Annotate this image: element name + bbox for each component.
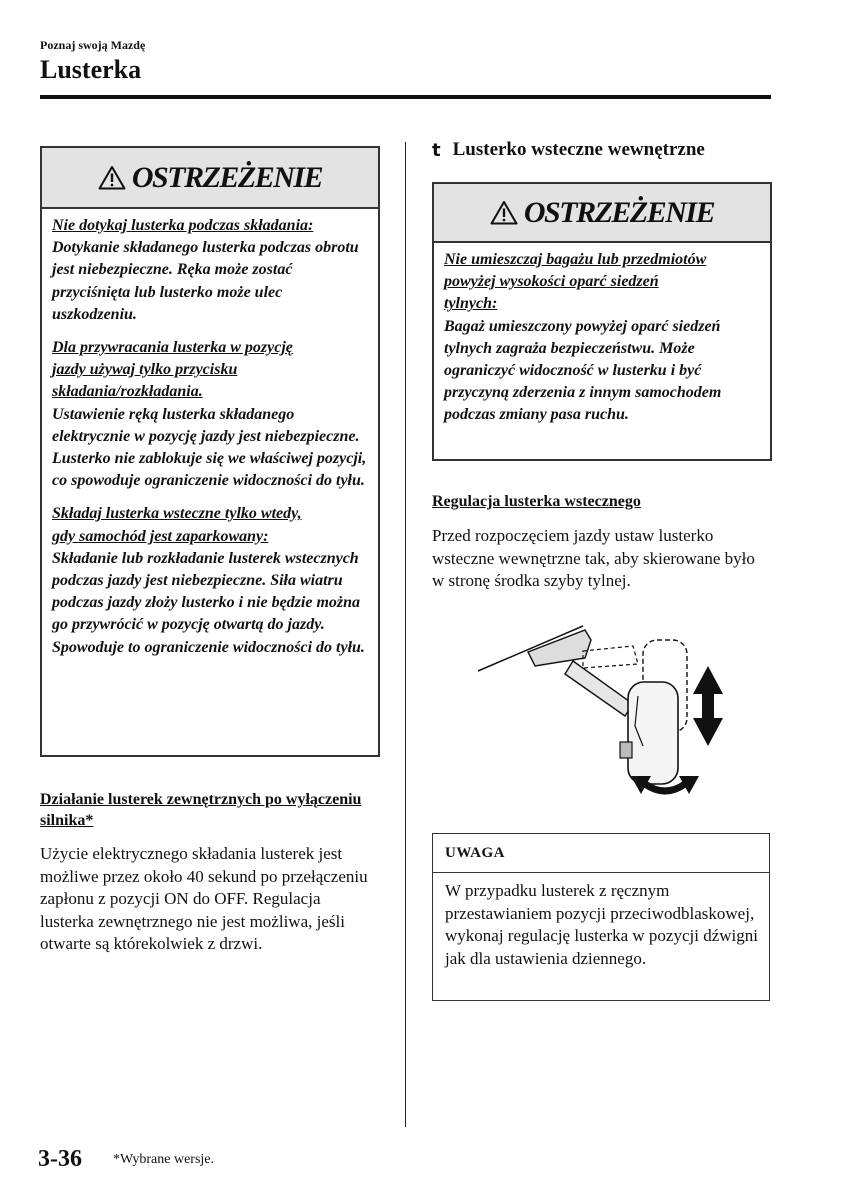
breadcrumb: Poznaj swoją Mazdę (40, 38, 146, 52)
warning-header (434, 184, 770, 243)
left-warning-box (40, 146, 380, 757)
rearview-mirror-illustration (473, 616, 733, 806)
warning-item-title: gdy samochód jest zaparkowany: (52, 527, 269, 545)
warning-item-title: Składaj lusterka wsteczne tylko wtedy, (52, 505, 302, 523)
warning-body (42, 209, 378, 659)
warning-triangle-icon (490, 200, 518, 225)
warning-item-title: jazdy używaj tylko przycisku (52, 361, 238, 379)
warning-item-title: składania/rozkładania. (52, 383, 203, 401)
warning-item-text: Ustawienie ręką lusterka składanego elektrycznie w pozycję jazdy jest niebezpieczne. Lusterko nie zablokuje się we właściwej pozycji, co spowoduje ograniczenie widoczności do tyłu. (52, 405, 367, 490)
warning-item-title: tylnych: (444, 295, 498, 313)
warning-header (42, 148, 378, 209)
footnote: *Wybrane wersje. (113, 1152, 215, 1167)
right-heading (432, 139, 705, 161)
warning-item-text: Bagaż umieszczony powyżej oparć siedzeń tylnych zagraża bezpieczeństwu. Może ograniczyć widoczność w lusterku i być przyczyną zderzenia z innym samochodem podczas zmiany pasa ruchu. (444, 317, 722, 424)
warning-item-text: Dotykanie składanego lusterka podczas obrotu jest niebezpieczne. Ręka może zostać przyciśnięta lub lusterko może ulec uszkodzeniu. (52, 239, 359, 323)
right-heading-text: Lusterko wsteczne wewnętrzne (452, 139, 705, 160)
subsection-text: Przed rozpoczęciem jazdy ustaw lusterko wsteczne wewnętrzne tak, aby skierowane było w stronę środka szyby tylnej. (432, 526, 755, 590)
column-divider (405, 142, 406, 1127)
warning-body (434, 243, 770, 427)
warning-heading: OSTRZEŻENIE (523, 195, 715, 229)
note-box (432, 833, 770, 1001)
section-heading: Działanie lusterek zewnętrznych po wyłączeniu silnika* (40, 791, 362, 829)
subsection-heading: Regulacja lusterka wstecznego (432, 493, 641, 510)
note-heading: UWAGA (433, 834, 769, 873)
warning-item (52, 503, 368, 658)
section-text: Użycie elektrycznego składania lusterek jest możliwe przez około 40 sekund po przełączeniu zapłonu z pozycji ON do OFF. Regulacja lusterka zewnętrznego nie jest możliwa, jeśli otwarte są którekolwiek z drzwi. (40, 844, 368, 953)
page-title: Lusterka (40, 55, 142, 84)
warning-item-title: Nie umieszczaj bagażu lub przedmiotów (444, 251, 707, 268)
section-bullet: t (432, 139, 441, 161)
warning-item-text: Składanie lub rozkładanie lusterek wstecznych podczas jazdy jest niebezpieczne. Siła wiatru podczas jazdy złoży lusterko i nie będzie można go przywrócić w pozycję otwartą do jazdy. Spowoduje to ograniczenie widoczności do tyłu. (52, 549, 365, 656)
warning-item-title: powyżej wysokości oparć siedzeń (444, 273, 659, 291)
note-text: W przypadku lusterek z ręcznym przestawianiem pozycji przeciwodblaskowej, wykonaj regulację lusterka w pozycji dźwigni jak dla ustawienia dziennego. (445, 881, 758, 968)
warning-item-title: Dla przywracania lusterka w pozycję (52, 339, 293, 357)
page-number: 3-36 (38, 1146, 82, 1172)
warning-item (52, 337, 368, 492)
warning-item-title: Nie dotykaj lusterka podczas składania: (52, 217, 314, 234)
title-rule (40, 95, 771, 99)
warning-heading: OSTRZEŻENIE (131, 160, 323, 194)
warning-item (52, 215, 368, 326)
warning-item (444, 249, 760, 427)
warning-triangle-icon (98, 165, 126, 190)
right-warning-box (432, 182, 772, 461)
